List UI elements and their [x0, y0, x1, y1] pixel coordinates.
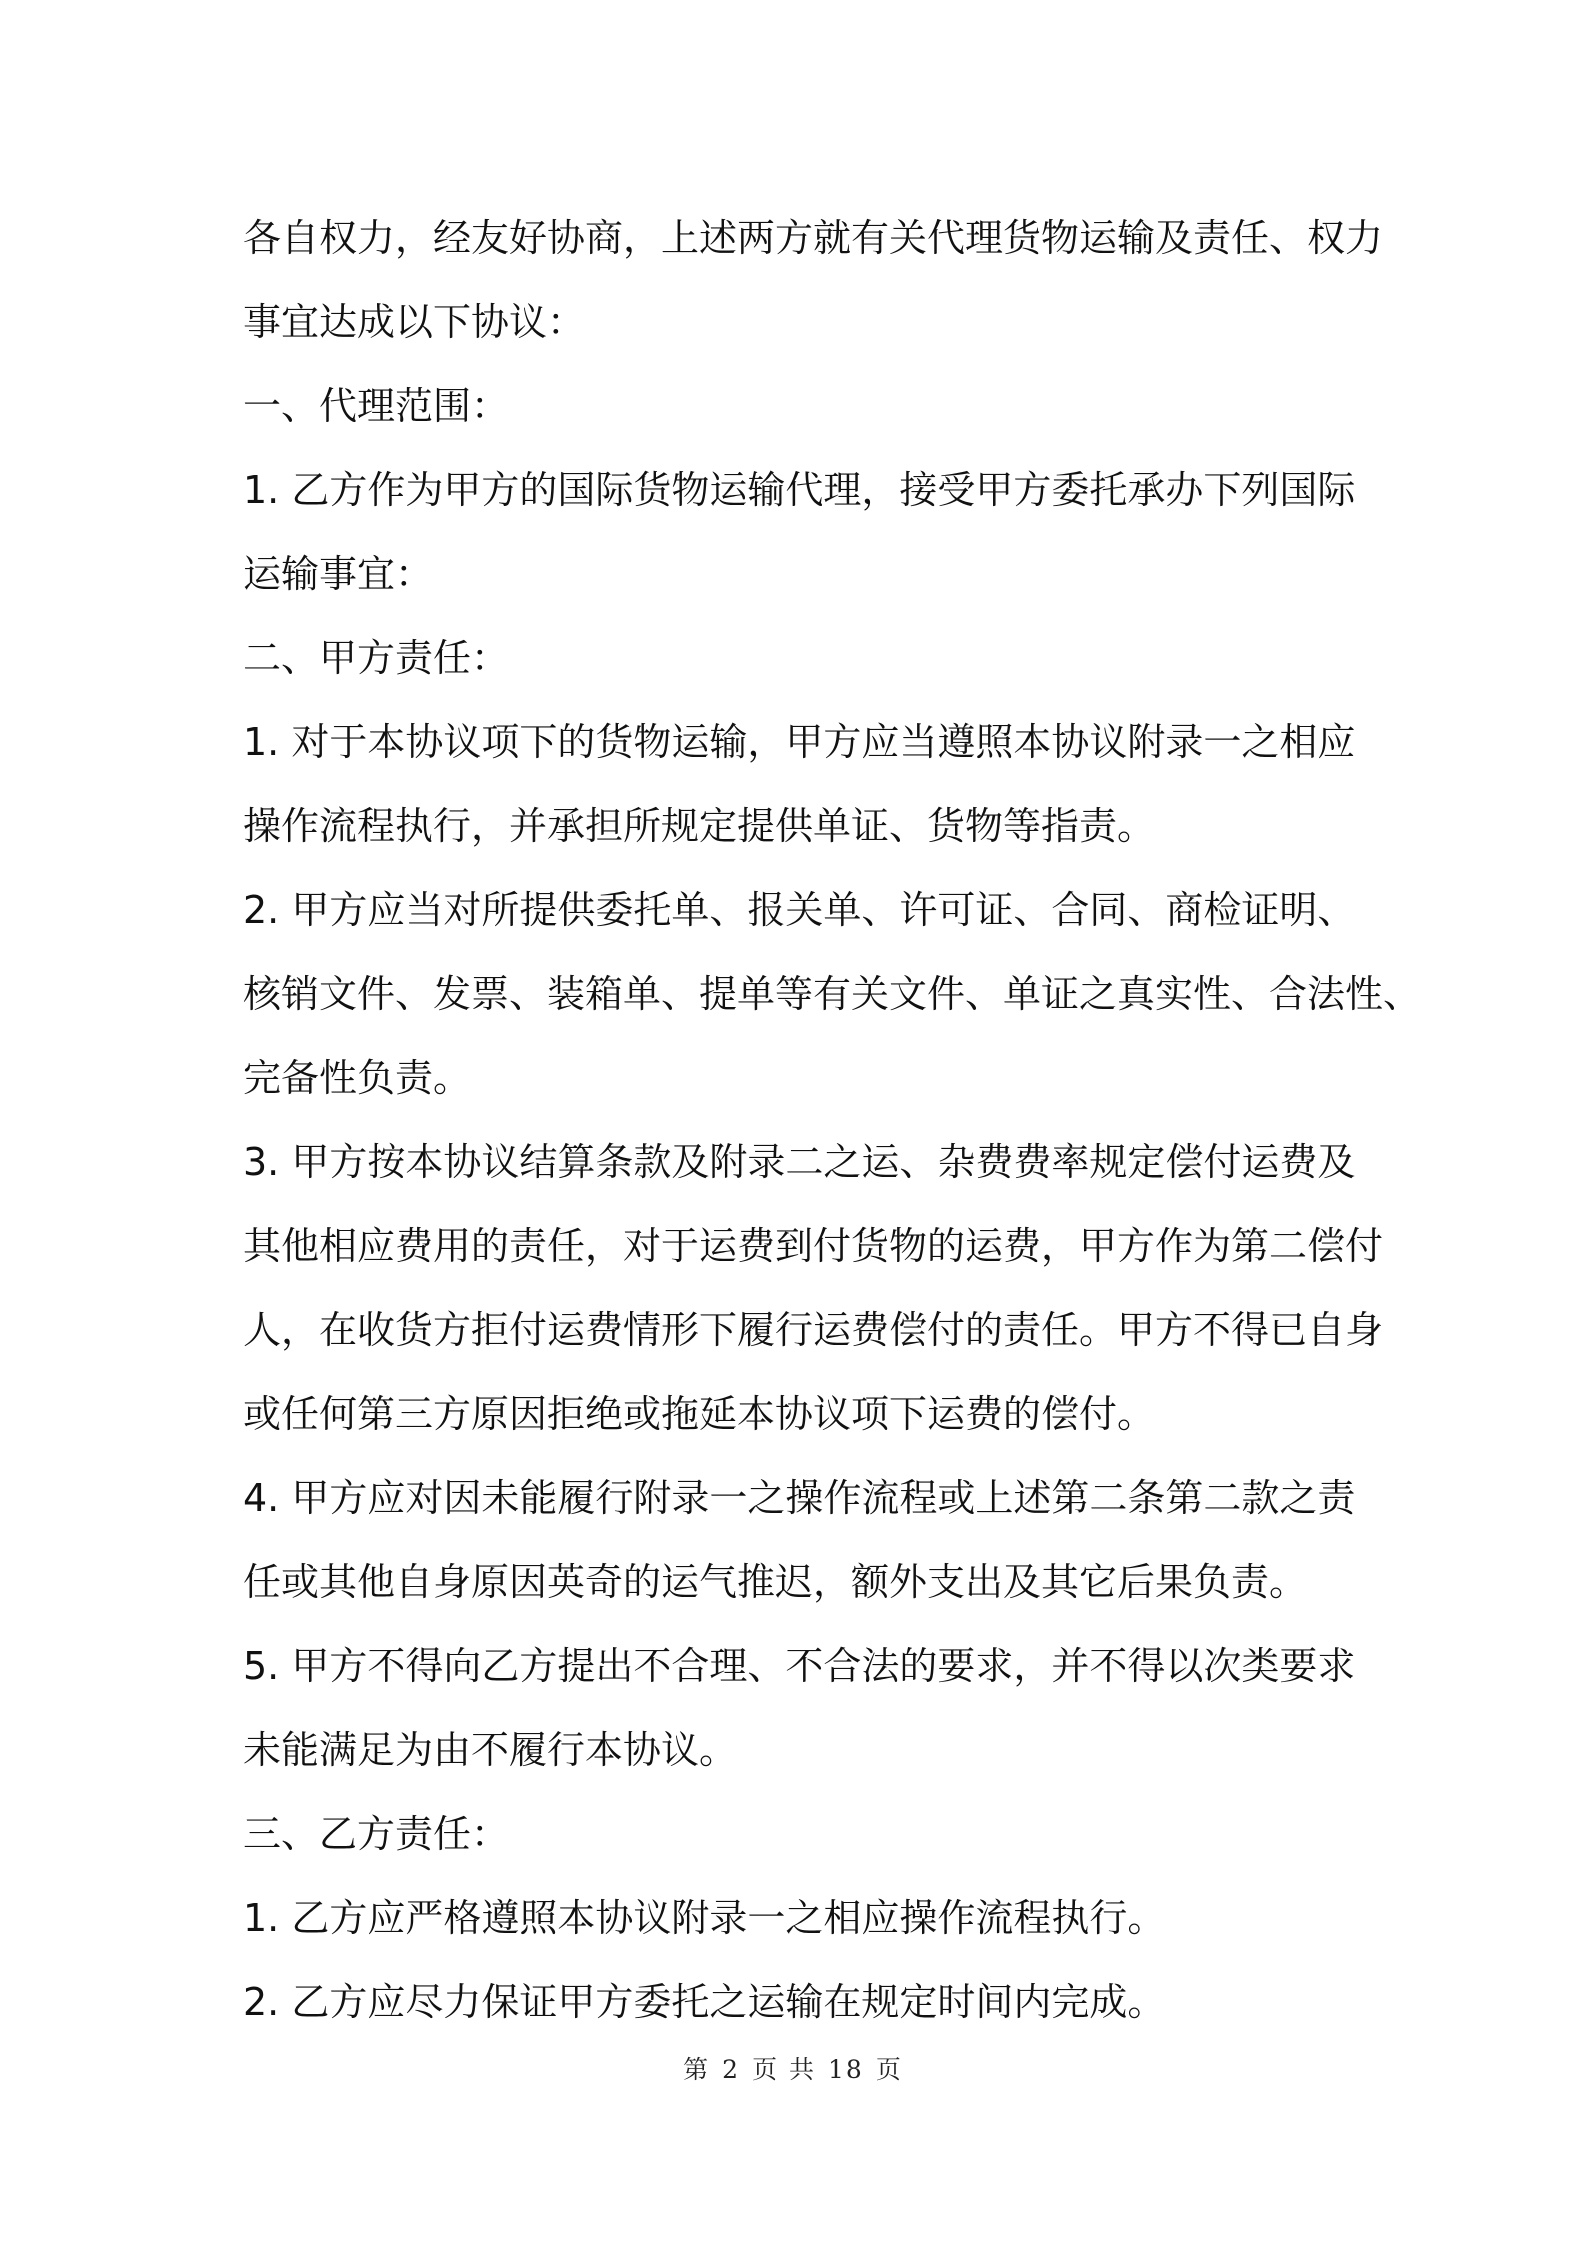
text-line: 1. 对于本协议项下的货物运输，甲方应当遵照本协议附录一之相应: [243, 720, 1356, 764]
text-line: 2. 甲方应当对所提供委托单、报关单、许可证、合同、商检证明、: [243, 888, 1356, 932]
text-line: 运输事宜：: [243, 552, 434, 596]
text-line: 1. 乙方应严格遵照本协议附录一之相应操作流程执行。: [243, 1896, 1166, 1940]
text-line: 1. 乙方作为甲方的国际货物运输代理，接受甲方委托承办下列国际: [243, 468, 1356, 512]
text-line: 人，在收货方拒付运费情形下履行运费偿付的责任。甲方不得已自身: [243, 1308, 1384, 1352]
section-heading: 三、乙方责任：: [243, 1812, 510, 1856]
text-line: 操作流程执行，并承担所规定提供单证、货物等指责。: [243, 804, 1156, 848]
text-line: 其他相应费用的责任，对于运费到付货物的运费，甲方作为第二偿付: [243, 1224, 1384, 1268]
text-line: 任或其他自身原因英奇的运气推迟，额外支出及其它后果负责。: [243, 1560, 1308, 1604]
text-line: 核销文件、发票、装箱单、提单等有关文件、单证之真实性、合法性、: [243, 972, 1422, 1016]
text-line: 2. 乙方应尽力保证甲方委托之运输在规定时间内完成。: [243, 1980, 1166, 2024]
text-line: 事宜达成以下协议：: [243, 300, 586, 344]
section-heading: 二、甲方责任：: [243, 636, 510, 680]
text-line: 完备性负责。: [243, 1056, 472, 1100]
footer-page-number: 2: [722, 2055, 741, 2084]
page-footer: [0, 2050, 1586, 2086]
document-body: [243, 196, 1422, 2044]
text-line: 4. 甲方应对因未能履行附录一之操作流程或上述第二条第二款之责: [243, 1476, 1356, 1520]
text-line: 或任何第三方原因拒绝或拖延本协议项下运费的偿付。: [243, 1392, 1156, 1436]
footer-prefix: 第: [683, 2055, 711, 2084]
text-line: 未能满足为由不履行本协议。: [243, 1728, 738, 1772]
text-line: 3. 甲方按本协议结算条款及附录二之运、杂费费率规定偿付运费及: [243, 1140, 1356, 1184]
footer-total-pages: 18: [828, 2055, 864, 2084]
footer-suffix: 页: [875, 2055, 903, 2084]
section-heading: 一、代理范围：: [243, 384, 510, 428]
text-line: 各自权力，经友好协商，上述两方就有关代理货物运输及责任、权力: [243, 216, 1384, 260]
footer-middle: 页 共: [752, 2055, 817, 2084]
text-line: 5. 甲方不得向乙方提出不合理、不合法的要求，并不得以次类要求: [243, 1644, 1356, 1688]
